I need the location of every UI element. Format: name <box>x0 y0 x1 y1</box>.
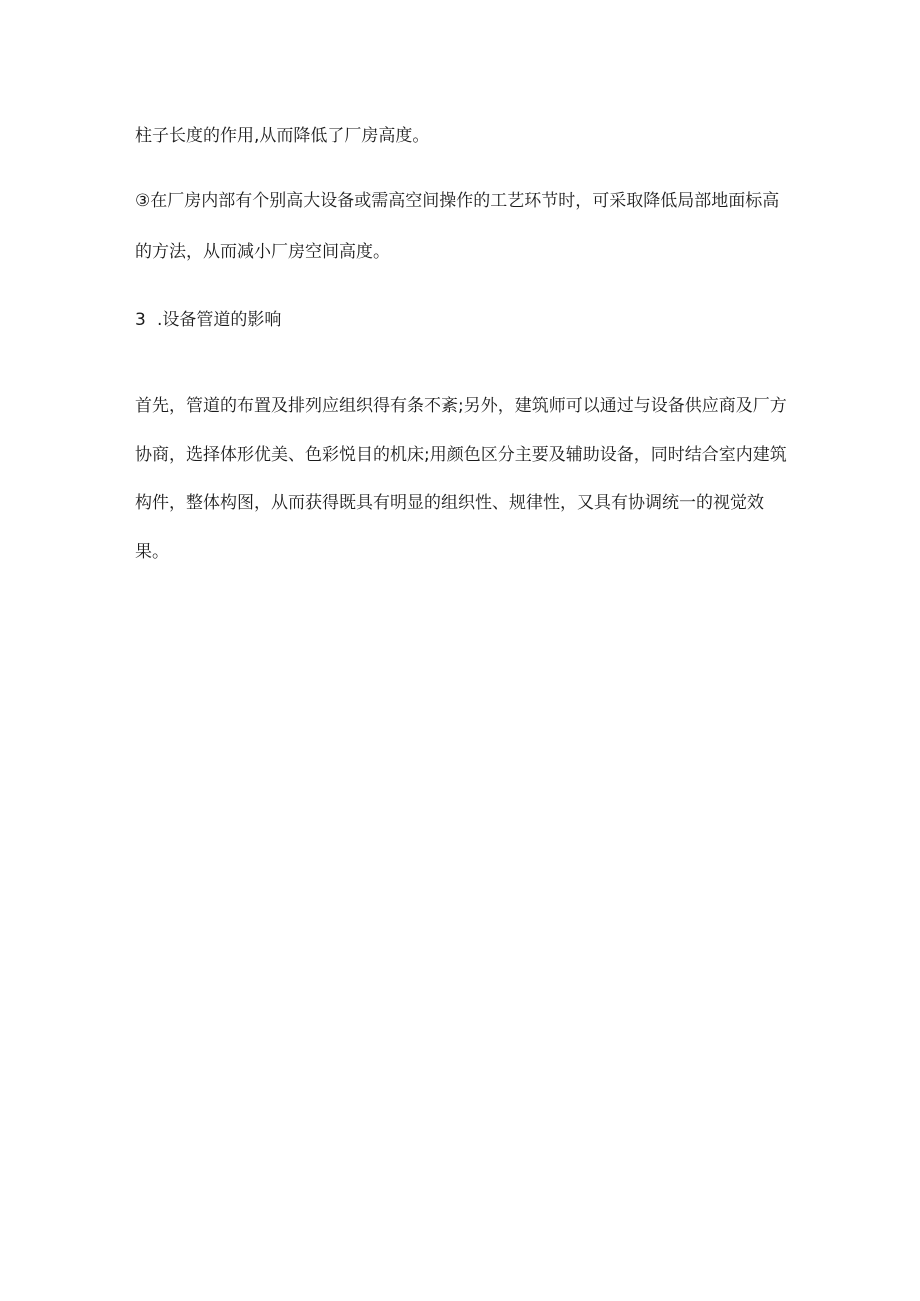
paragraph-2-line-2: 的方法，从而减小厂房空间高度。 <box>135 242 390 262</box>
section-heading <box>135 308 281 332</box>
paragraph-2-line-1: ③在厂房内部有个别高大设备或需高空间操作的工艺环节时，可采取降低局部地面标高 <box>135 191 780 211</box>
section-heading-number: 3 <box>135 310 146 330</box>
paragraph-3-line-1: 首先，管道的布置及排列应组织得有条不紊;另外，建筑师可以通过与设备供应商及厂方 <box>135 396 787 416</box>
paragraph-3-line-3: 构件，整体构图，从而获得既具有明显的组织性、规律性，又具有协调统一的视觉效 <box>135 493 764 513</box>
paragraph-1-line-1: 柱子长度的作用,从而降低了厂房高度。 <box>135 126 430 146</box>
paragraph-3-line-4: 果。 <box>135 542 169 562</box>
paragraph-3-line-2: 协商，选择体形优美、色彩悦目的机床;用颜色区分主要及辅助设备，同时结合室内建筑 <box>135 445 787 465</box>
section-heading-title: .设备管道的影响 <box>157 310 282 330</box>
